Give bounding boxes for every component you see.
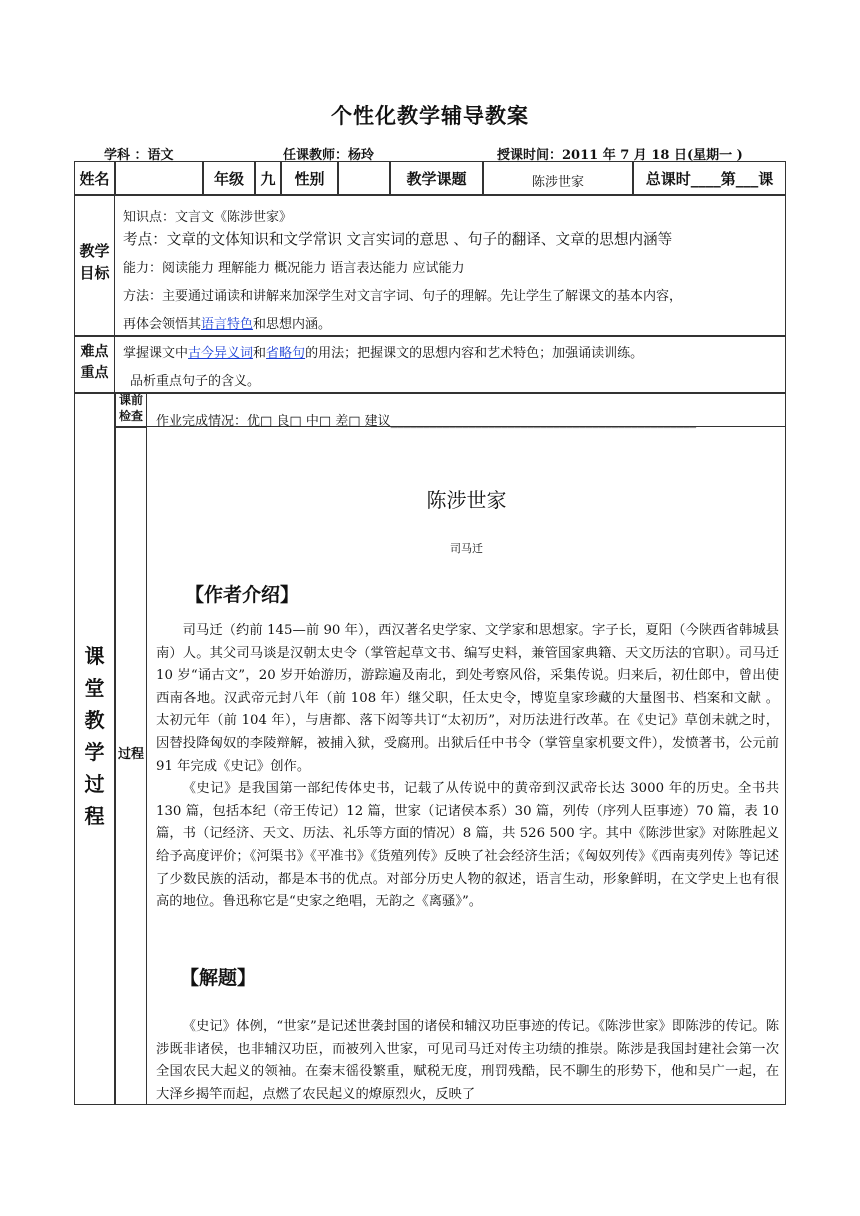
section-author-intro: 【作者介绍】 <box>185 584 300 606</box>
process-sub-label: 过程 <box>117 747 144 762</box>
paragraph-shiji: 《史记》是我国第一部纪传体史书，记载了从传说中的黄帝到汉武帝长达 3000 年的历史。全书共 130 篇，包括本纪（帝王传记）12 篇，世家（记诸侯本系）30 篇，列传（序列人臣事迹）70 篇，表 10 篇，书（记经济、天文、历法、礼乐等方面的情况）8 篇，共 526 500 字。其中《陈涉世家》对陈胜起义给予高度评价；《河渠书》《平准书》《货殖列传》反映了社会经济生活；《匈奴列传》《西南夷列传》等记述了少数民族的活动，都是本书的优点。对部分历史人物的叙述，语言生动，形象鲜明，在文学史上也有很高的地位。鲁迅称它是“史家之绝唱，无韵之《离骚》”。 <box>156 781 779 910</box>
topic-value: 陈涉世家 <box>531 175 584 190</box>
keypoints-line-2: 品析重点句子的含义。 <box>130 374 261 389</box>
goal-ability: 能力：阅读能力 理解能力 概况能力 语言表达能力 应试能力 <box>123 261 465 276</box>
ancient-modern-words-link[interactable]: 古今异义词 <box>188 346 254 361</box>
goal-method-2 <box>123 313 331 332</box>
method-text-a: 再体会领悟其 <box>123 317 202 332</box>
total-lessons-label: 总课时____第___课 <box>645 170 774 188</box>
name-value-cell[interactable] <box>115 161 203 195</box>
explanation-body <box>156 1016 779 1104</box>
grade-label: 年级 <box>213 170 244 188</box>
precheck-label: 课前检查 <box>118 393 143 423</box>
section-title-explanation: 【解题】 <box>180 967 257 989</box>
gender-label: 性别 <box>294 170 325 188</box>
kp-text-b: 和 <box>253 346 267 361</box>
document-title: 个性化教学辅导教案 <box>331 104 529 128</box>
kp-text-a: 掌握课文中 <box>123 346 189 361</box>
goal-knowledge: 知识点：文言文《陈涉世家》 <box>123 210 293 225</box>
topic-label: 教学课题 <box>406 170 467 188</box>
language-feature-link[interactable]: 语言特色 <box>201 317 254 332</box>
goal-method-1: 方法：主要通过诵读和讲解来加深学生对文言字词、句子的理解。先让学生了解课文的基本内容， <box>123 289 683 304</box>
homework-status[interactable]: 作业完成情况：优□ 良□ 中□ 差□ 建议_______________________________________________ <box>156 414 697 429</box>
kp-text-c: 的用法；把握课文的思想内容和艺术特色；加强诵读训练。 <box>305 346 644 361</box>
paragraph-explanation: 《史记》体例，“世家”是记述世袭封国的诸侯和辅汉功臣事迹的传记。《陈涉世家》即陈涉的传记。陈涉既非诸侯，也非辅汉功臣，而被列入世家，可见司马迁对传主功绩的推崇。陈涉是我国封建社会第一次全国农民大起义的领袖。在秦末徭役繁重，赋税无度，刑罚残酷，民不聊生的形势下，他和吴广一起，在大泽乡揭竿而起，点燃了农民起义的燎原烈火，反映了 <box>156 1019 779 1102</box>
goals-label: 教学目标 <box>79 242 110 282</box>
article-title: 陈涉世家 <box>426 488 507 512</box>
paragraph-author: 司马迁（约前 145—前 90 年），西汉著名史学家、文学家和思想家。字子长，夏阳（今陕西省韩城县南）人。其父司马谈是汉朝太史令（掌管起草文书、编写史料，兼管国家典籍、天文历法的官职）。司马迁 10 岁“诵古文”，20 岁开始游历，游踪遍及南北，到处考察风俗，采集传说。归来后，初仕郎中，曾出使西南各地。汉武帝元封八年（前 108 年）继父职，任太史令，博览皇家珍藏的大量图书、档案和文献 。太初元年（前 104 年），与唐都、落下闳等共订“太初历”，对历法进行改革。在《史记》草创未就之时，因替投降匈奴的李陵辩解，被捕入狱，受腐刑。出狱后任中书令（掌管皇家机要文件），发愤著书，公元前 91 年完成《史记》创作。 <box>156 623 779 774</box>
class-time-label: 授课时间：2011 年 7 月 18 日(星期一 ) <box>497 148 743 163</box>
author-intro-body <box>156 620 779 914</box>
subject-label: 学科 ：语文 <box>104 148 174 163</box>
grade-value: 九 <box>260 170 276 188</box>
gender-value-cell[interactable] <box>338 161 390 195</box>
process-sub-label-cell <box>115 427 147 1105</box>
keypoints-line-1 <box>123 342 643 361</box>
name-label: 姓名 <box>79 170 110 188</box>
keypoints-label: 难点重点 <box>80 344 109 381</box>
goal-exam: 考点：文章的文体知识和文学常识 文言实词的意思 、句子的翻译、文章的思想内涵等 <box>123 231 673 248</box>
method-text-b: 和思想内涵。 <box>253 317 332 332</box>
elliptical-sentence-link[interactable]: 省略句 <box>266 346 306 361</box>
article-author: 司马迁 <box>450 542 483 555</box>
process-label: 课堂教学过程 <box>84 644 105 828</box>
teacher-label: 任课教师：杨玲 <box>283 148 375 163</box>
